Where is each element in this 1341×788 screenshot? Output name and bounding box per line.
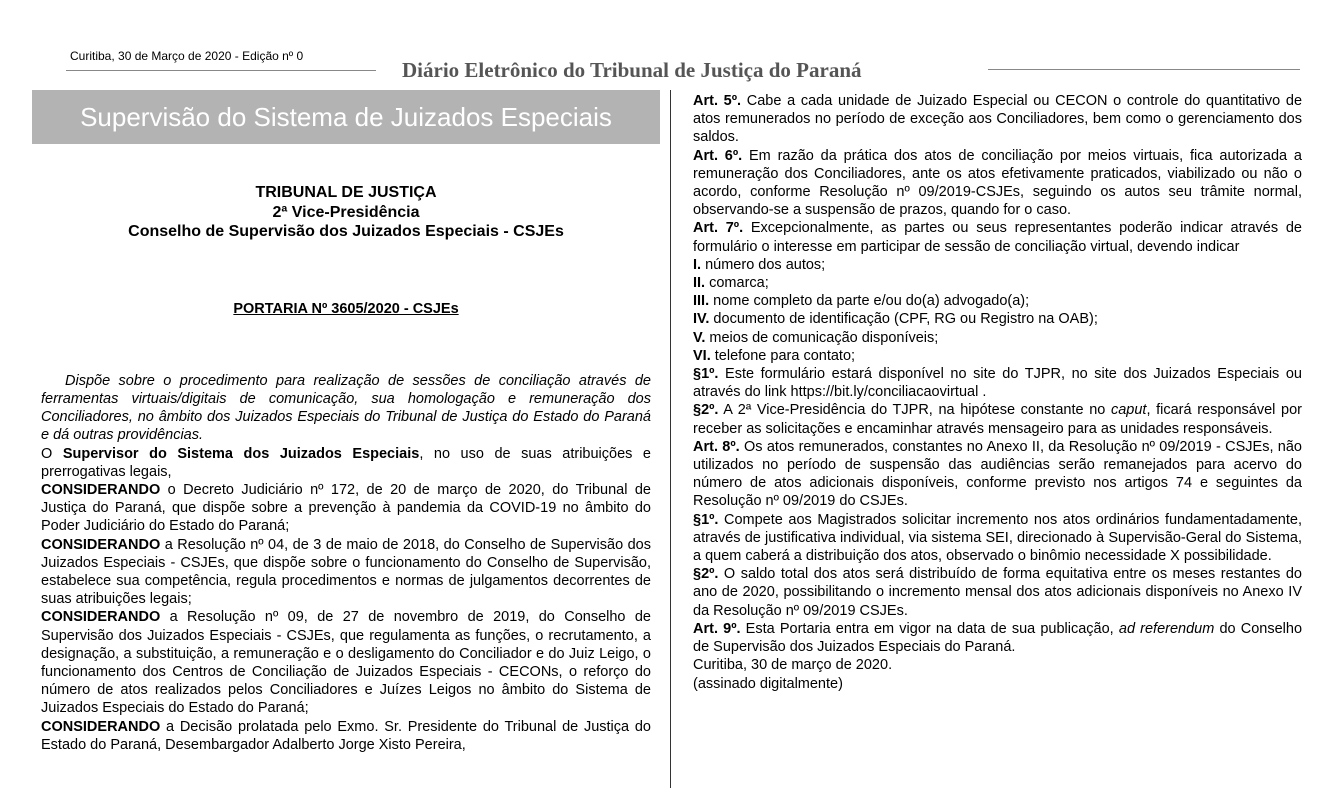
paragraph-lead: CONSIDERANDO (41, 481, 161, 498)
column-divider (670, 90, 671, 788)
right-column (693, 92, 1302, 693)
article-paragraph: V. meios de comunicação disponíveis; (693, 329, 939, 346)
article-paragraph: Art. 8º. Os atos remunerados, constantes no Anexo II, da Resolução nº 09/2019 - CSJEs, não utilizados no período de suspensão das audiências serão remanejados para acervo do número de atos adicionais disponíveis, conforme previsto nos artigos 74 e seguintes da Resolução nº 09/2019 do CSJEs. (693, 438, 1302, 510)
section-title-banner: Supervisão do Sistema de Juizados Especiais (32, 90, 660, 144)
heading-court: TRIBUNAL DE JUSTIÇA (255, 184, 437, 201)
paragraph: O Supervisor do Sistema dos Juizados Especiais, no uso de suas atribuições e prerrogativas legais, (41, 445, 652, 480)
article-lead: Art. 8º. (693, 438, 740, 455)
article-paragraph: (assinado digitalmente) (693, 675, 843, 692)
article-lead: §2º. (693, 402, 719, 419)
article-lead: §1º. (693, 366, 719, 383)
article-paragraph: §2º. O saldo total dos atos será distribuído de forma equitativa entre os meses restantes do ano de 2020, possibilitando o incremento mensal dos atos adicionais disponíveis no Anexo IV da Resolução nº 09/2019 CSJEs. (693, 566, 1302, 619)
header-rule-right (988, 69, 1300, 70)
article-paragraph: Art. 7º. Excepcionalmente, as partes ou seus representantes poderão indicar através de formulário o interesse em participar de sessão de conciliação virtual, devendo indicar (693, 220, 1302, 255)
paragraph-lead: CONSIDERANDO (41, 718, 161, 735)
portaria-summary: Dispõe sobre o procedimento para realização de sessões de conciliação através de ferramentas virtuais/digitais de comunicação, sua homologação e remuneração dos Conciliadores, no âmbito dos Juizados Especiais do Tribunal de Justiça do Estado do Paraná e dá outras providências. (41, 372, 651, 444)
article-lead: Art. 9º. (693, 620, 741, 637)
article-lead: I. (693, 256, 702, 273)
article-lead: V. (693, 329, 706, 346)
article-lead: Art. 7º. (693, 220, 744, 237)
heading-vice-presidency: 2ª Vice-Presidência (272, 203, 420, 221)
left-paragraph-list (41, 445, 651, 754)
article-paragraph: §1º. Compete aos Magistrados solicitar incremento nos atos ordinários fundamentadamente, através de justificativa individual, via sistema SEI, direcionado à Supervisão-Geral do Sistema, a quem caberá a distribuição dos atos, observado o binômio necessidade X possibilidade. (693, 511, 1302, 565)
left-column (41, 183, 651, 754)
article-lead: Art. 5º. (693, 93, 742, 109)
article-paragraph: Curitiba, 30 de março de 2020. (693, 657, 893, 674)
heading-council: Conselho de Supervisão dos Juizados Especiais - CSJEs (128, 223, 564, 240)
article-paragraph: II. comarca; (693, 275, 769, 292)
article-paragraph: VI. telefone para contato; (693, 347, 856, 364)
paragraph: CONSIDERANDO o Decreto Judiciário nº 172, de 20 de março de 2020, do Tribunal de Justiça do Paraná, que dispõe sobre a prevenção à pandemia da COVID-19 no âmbito do Poder Judiciário do Estado do Paraná; (41, 481, 651, 535)
portaria-title: PORTARIA Nº 3605/2020 - CSJEs (233, 300, 459, 317)
article-paragraph: §1º. Este formulário estará disponível no site do TJPR, no site dos Juizados Especiais ou através do link https://bit.ly/conciliacaovirtual . (693, 366, 1302, 401)
paragraph-lead: CONSIDERANDO (41, 609, 161, 626)
article-paragraph: I. número dos autos; (693, 256, 826, 273)
header-date-edition: Curitiba, 30 de Março de 2020 - Edição nº 0 (70, 49, 304, 63)
article-lead: IV. (693, 311, 710, 328)
paragraph: CONSIDERANDO a Resolução nº 09, de 27 de novembro de 2019, do Conselho de Supervisão dos Juizados Especiais - CSJEs, que regulamenta as funções, o recrutamento, a designação, a substituição, a remuneração e o desligamento do Conciliador e do Juiz Leigo, o funcionamento dos Centros de Conciliação de Juizados Especiais - CECONs, o reforço do número de atos realizados pelos Conciliadores e Juízes Leigos no âmbito do Sistema de Juizados Especiais do Estado do Paraná; (41, 609, 651, 717)
header-rule-left (66, 70, 376, 71)
article-lead: §2º. (693, 566, 719, 583)
article-lead: Art. 6º. (693, 147, 743, 164)
paragraph-lead: Supervisor do Sistema dos Juizados Especiais (62, 445, 420, 462)
paragraph: CONSIDERANDO a Resolução nº 04, de 3 de maio de 2018, do Conselho de Supervisão dos Juizados Especiais - CSJEs, que dispõe sobre o funcionamento do Conselho de Supervisão, estabelece sua competência, regula procedimentos e normas de julgamentos decorrentes de suas atribuições legais; (41, 536, 651, 608)
paragraph-lead: CONSIDERANDO (41, 536, 161, 553)
article-paragraph: §2º. A 2ª Vice-Presidência do TJPR, na hipótese constante no caput, ficará responsável por receber as solicitações e encaminhar através mensageiro para as unidades responsáveis. (693, 402, 1302, 437)
right-paragraph-list (693, 92, 1302, 693)
article-paragraph: Art. 9º. Esta Portaria entra em vigor na data de sua publicação, ad referendum do Conselho de Supervisão dos Juizados Especiais do Paraná. (693, 620, 1303, 656)
article-paragraph: Art. 6º. Em razão da prática dos atos de conciliação por meios virtuais, fica autorizada a remuneração dos Conciliadores, ante os atos efetivamente praticados, viabilizado ou não o acordo, conforme Resolução nº 09/2019-CSJEs, seguindo os autos seu trâmite normal, observando-se a suspensão de prazos, quando for o caso. (693, 147, 1302, 219)
article-lead: VI. (693, 347, 711, 364)
article-lead: II. (693, 275, 706, 292)
article-paragraph: III. nome completo da parte e/ou do(a) advogado(a); (693, 293, 1030, 310)
article-paragraph: IV. documento de identificação (CPF, RG ou Registro na OAB); (693, 311, 1098, 328)
article-lead: III. (693, 293, 710, 310)
article-paragraph: Art. 5º. Cabe a cada unidade de Juizado Especial ou CECON o controle do quantitativo de atos remunerados no período de exceção aos Conciliadores, bem como o gerenciamento dos saldos. (693, 93, 1303, 146)
journal-title: Diário Eletrônico do Tribunal de Justiça do Paraná (402, 58, 862, 82)
paragraph: CONSIDERANDO a Decisão prolatada pelo Exmo. Sr. Presidente do Tribunal de Justiça do Estado do Paraná, Desembargador Adalberto Jorge Xisto Pereira, (41, 718, 651, 753)
article-lead: §1º. (693, 511, 719, 528)
